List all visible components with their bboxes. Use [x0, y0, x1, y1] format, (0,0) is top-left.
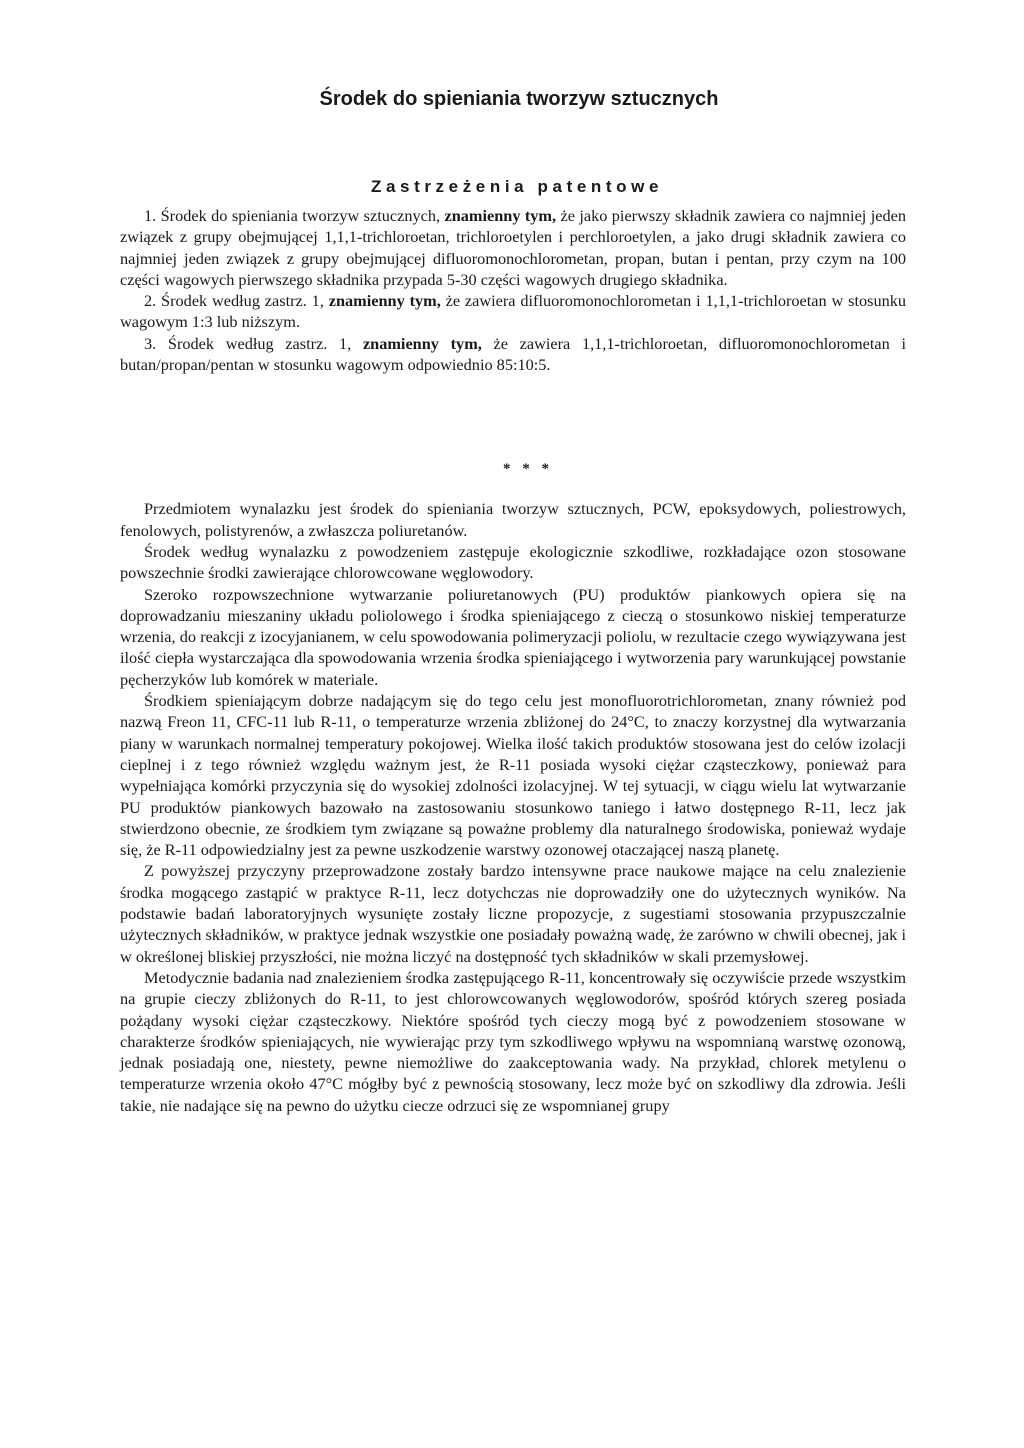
document-page [120, 88, 906, 1116]
paragraph: Środek według wynalazku z powodzeniem zastępuje ekologicznie szkodliwe, rozkładające ozon stosowane powszechnie środki zawierające chlorowcowane węglowodory. [120, 541, 906, 583]
claim-2: 2. Środek według zastrz. 1, znamienny tym, że zawiera difluoromonochlorometan i 1,1,1-trichloroetan w stosunku wagowym 1:3 lub niższym. [120, 291, 907, 332]
paragraph: Środkiem spieniającym dobrze nadającym się do tego celu jest monofluorotrichlorometan, znany również pod nazwą Freon 11, CFC-11 lub R-11, o temperaturze wrzenia zbliżonej do 24°C, to znaczy korzystnej dla wytwarzania piany w warunkach normalnej temperatury pokojowej. Wielka ilość takich produktów stosowana jest do celów izolacji cieplnej i z tego również względu ważnym jest, że R-11 posiada wysoki ciężar cząsteczkowy, ponieważ para wypełniająca komórki przyczynia się do wysokiej zdolności izolacyjnej. W tej sytuacji, w ciągu wielu lat wytwarzanie PU produktów piankowych bazowało na zastosowaniu stosunkowo taniego i łatwo dostępnego R-11, lecz jak stwierdzono obecnie, ze środkiem tym związane są poważne problemy dla naturalnego środowiska, ponieważ wydaje się, że R-11 odpowiedzialny jest za pewne uszkodzenie warstwy ozonowej otaczającej naszą planetę. [120, 691, 906, 860]
description-body [120, 498, 906, 1116]
paragraph: Przedmiotem wynalazku jest środek do spieniania tworzyw sztucznych, PCW, epoksydowych, poliestrowych, fenolowych, polistyrenów, a zwłaszcza poliuretanów. [120, 499, 906, 540]
paragraph: Metodycznie badania nad znalezieniem środka zastępującego R-11, koncentrowały się oczywiście przede wszystkim na grupie cieczy zbliżonych do R-11, to jest chlorowcowanych węglowodorów, spośród których szereg posiada pożądany wysoki ciężar cząsteczkowy. Niektóre spośród tych cieczy mogą być z powodzeniem stosowane w charakterze środków spieniających, nie wywierając przy tym szkodliwego wpływu na wspomnianą warstwę ozonową, jednak posiadają one, niestety, pewne niemożliwe do zaakceptowania wady. Na przykład, chlorek metylenu o temperaturze wrzenia około 47°C mógłby być z pewnością stosowany, lecz może być on szkodliwy dla zdrowia. Jeśli takie, nie nadające się na pewno do użytku ciecze odrzuci się ze wspomnianej grupy [120, 967, 906, 1115]
paragraph: Z powyższej przyczyny przeprowadzone zostały bardzo intensywne prace naukowe mające na celu znalezienie środka mogącego zastąpić w praktyce R-11, lecz dotychczas nie doprowadziły one do użytecznych wyników. Na podstawie badań laboratoryjnych wysunięte zostały liczne propozycje, z sugestiami stosowania przypuszczalnie użytecznych składników, w praktyce jednak wszystkie one posiadały poważną wadę, że zarówno w chwili obecnej, jak i w określonej bliskiej przyszłości, nie można liczyć na dostępność tych składników w skali przemysłowej. [120, 861, 906, 966]
section-separator: * * * [503, 461, 553, 478]
claims-list [120, 205, 906, 375]
paragraph: Szeroko rozpowszechnione wytwarzanie poliuretanowych (PU) produktów piankowych opiera się na doprowadzaniu mieszaniny układu poliolowego i środka spieniającego z cieczą o stosunkowo niskiej temperaturze wrzenia, do reakcji z izocyjanianem, w celu spowodowania polimeryzacji poliolu, w rezultacie czego wywiązywana jest ilość ciepła wystarczająca dla spowodowania wrzenia środka spieniającego i wytworzenia pary warunkującej powstanie pęcherzyków lub komórek w materiale. [120, 584, 906, 689]
claims-heading: Zastrzeżenia patentowe [370, 177, 664, 196]
claim-3: 3. Środek według zastrz. 1, znamienny tym, że zawiera 1,1,1-trichloroetan, difluoromonochlorometan i butan/propan/pentan w stosunku wagowym odpowiednio 85:10:5. [120, 333, 907, 375]
document-title: Środek do spieniania tworzyw sztucznych [319, 88, 719, 110]
claim-1: 1. Środek do spieniania tworzyw sztucznych, znamienny tym, że jako pierwszy składnik zawiera co najmniej jeden związek z grupy obejmującej 1,1,1-trichloroetan, trichloroetylen i perchloroetylen, a jako drugi składnik zawiera co najmniej jeden związek z grupy obejmującej difluoromonochlorometan, propan, butan i pentan, przy czym na 100 części wagowych pierwszego składnika przypada 5-30 części wagowych drugiego składnika. [120, 206, 906, 289]
